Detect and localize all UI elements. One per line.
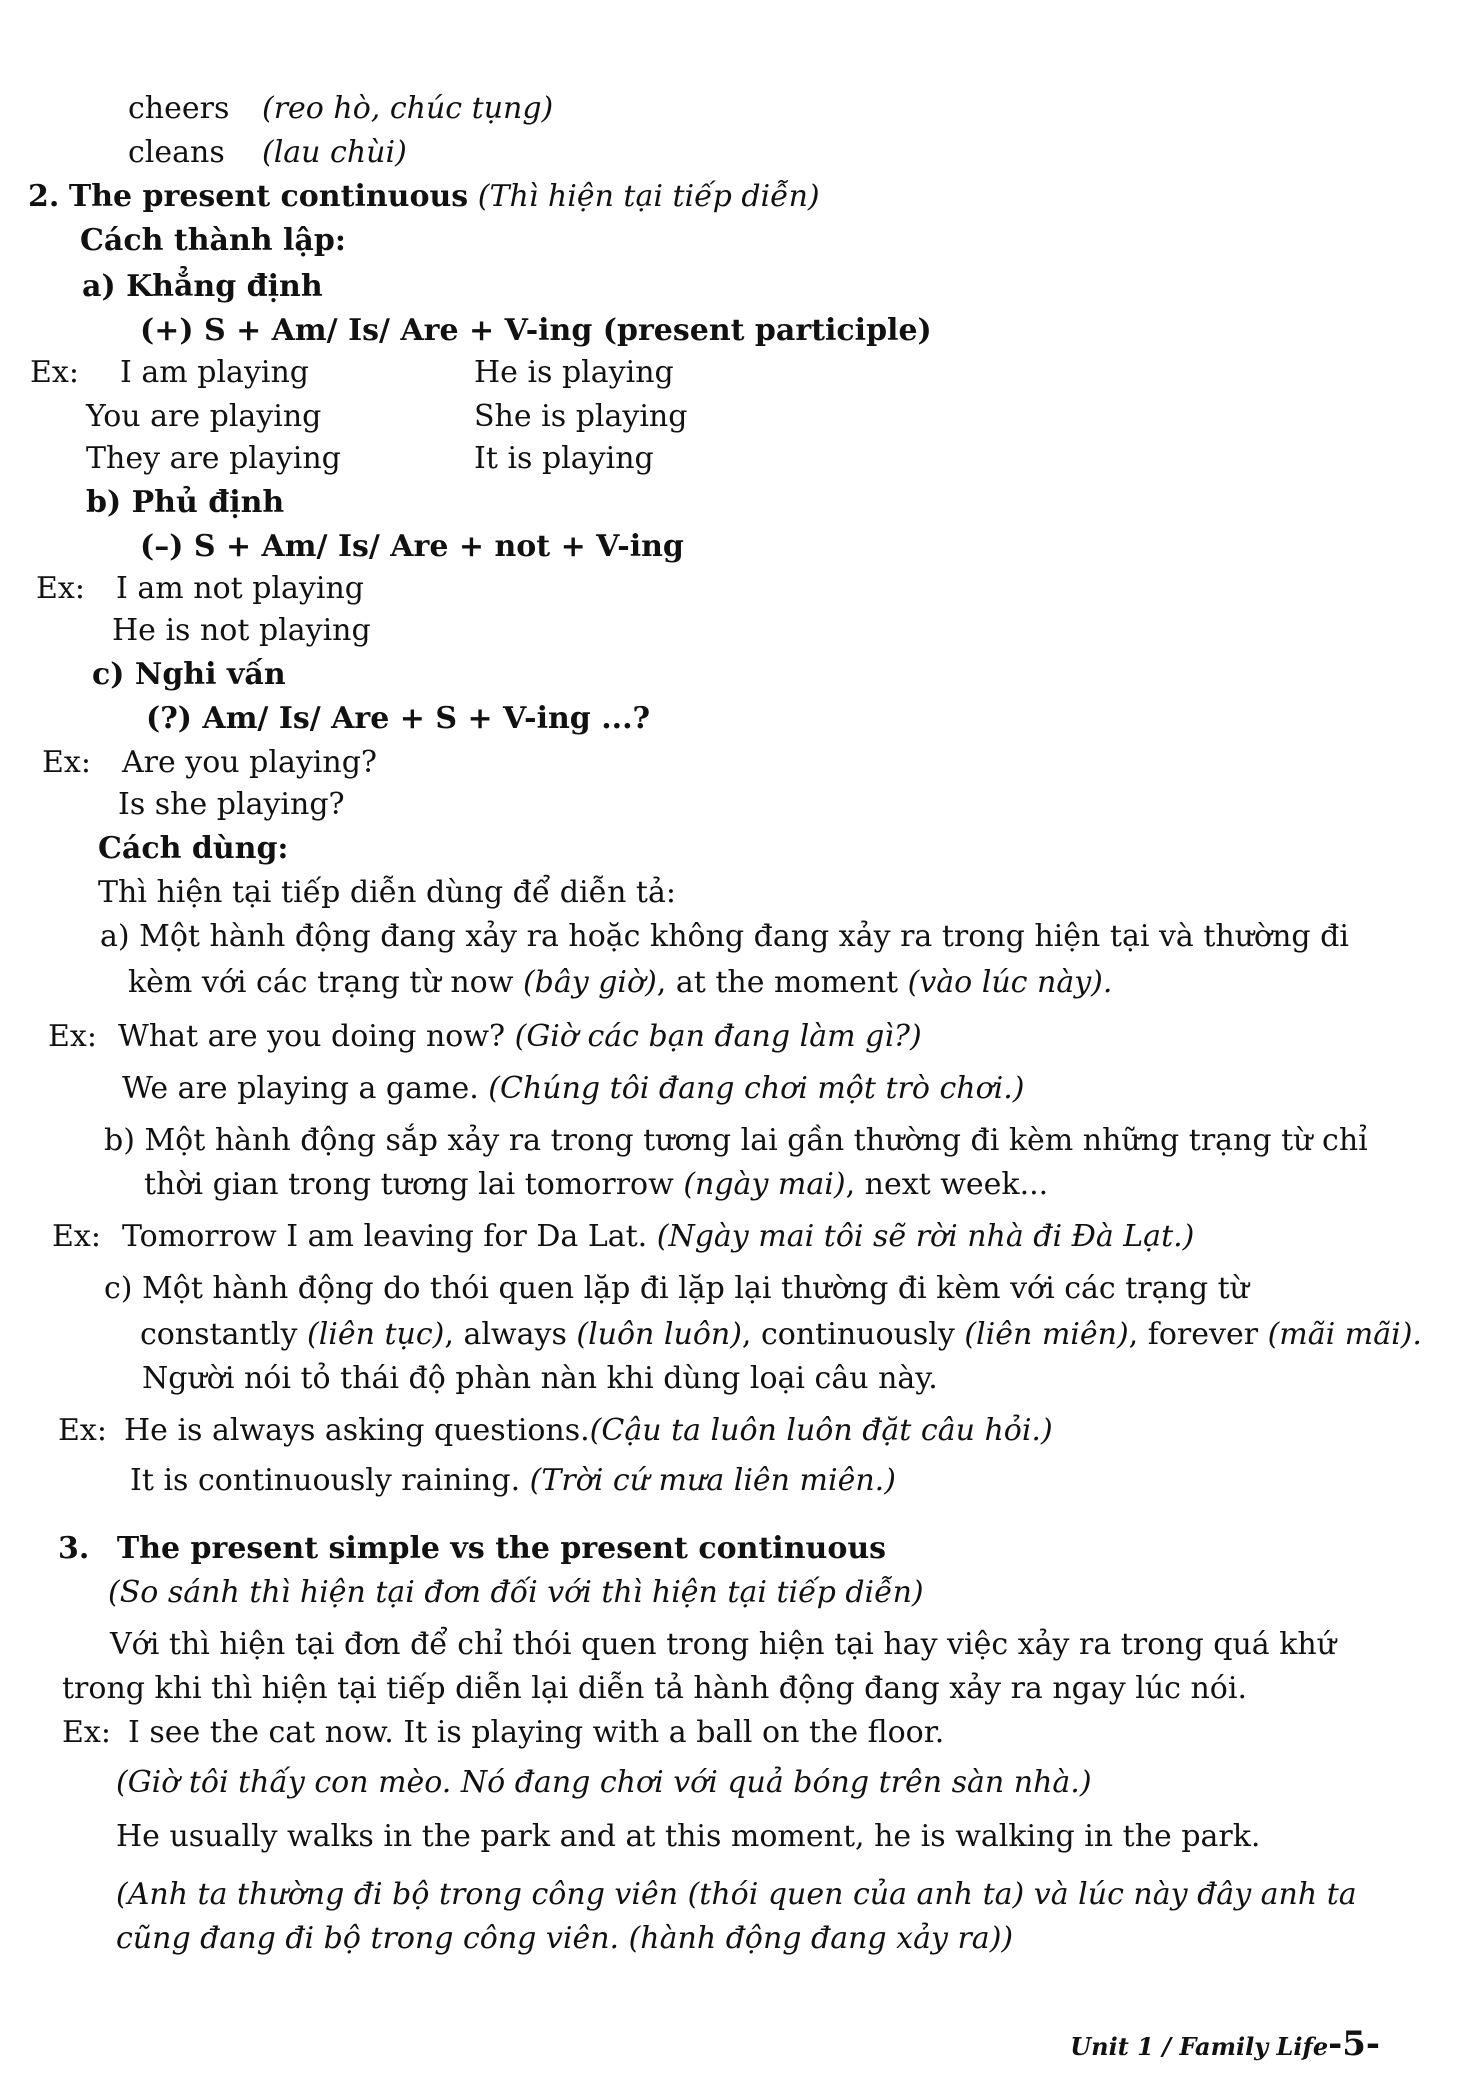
example-text: I see the cat now. It is playing with a ball on the floor.	[128, 1715, 945, 1750]
usage-c-line: constantly (liên tục), always (luôn luôn), continuously (liên miên), forever (mãi mãi).	[140, 1317, 1422, 1352]
example-text: You are playing	[86, 399, 322, 434]
example-translation: (Anh ta thường đi bộ trong công viên (thói quen của anh ta) và lúc này đây anh ta	[116, 1877, 1357, 1912]
example-text: I am playing	[120, 355, 310, 390]
example-label: Ex:	[52, 1219, 101, 1254]
usage-a-line: a) Một hành động đang xảy ra hoặc không đang xảy ra trong hiện tại và thường đi	[100, 919, 1349, 954]
vocab-word: cheers	[128, 91, 230, 126]
example-text: We are playing a game. (Chúng tôi đang chơi một trò chơi.)	[122, 1071, 1025, 1106]
example-label: Ex:	[30, 355, 79, 390]
section-number: 2.	[28, 179, 60, 214]
example-text: He usually walks in the park and at this moment, he is walking in the park.	[116, 1819, 1261, 1854]
example-text: Tomorrow I am leaving for Da Lat. (Ngày mai tôi sẽ rời nhà đi Đà Lạt.)	[122, 1219, 1195, 1254]
example-label: Ex:	[58, 1413, 107, 1448]
page-footer	[1070, 2024, 1380, 2064]
vocab-meaning: (reo hò, chúc tụng)	[262, 91, 554, 126]
example-text: They are playing	[86, 441, 341, 476]
example-text: It is playing	[474, 441, 654, 476]
paragraph-line: trong khi thì hiện tại tiếp diễn lại diễn tả hành động đang xảy ra ngay lúc nói.	[62, 1671, 1247, 1706]
example-translation: (Giờ tôi thấy con mèo. Nó đang chơi với quả bóng trên sàn nhà.)	[116, 1765, 1092, 1800]
negative-formula: (–) S + Am/ Is/ Are + not + V-ing	[140, 529, 684, 564]
question-heading: c) Nghi vấn	[92, 657, 286, 692]
vocab-meaning: (lau chùi)	[262, 135, 407, 170]
example-text: Is she playing?	[118, 787, 345, 822]
example-label: Ex:	[48, 1019, 97, 1054]
usage-heading: Cách dùng:	[98, 831, 289, 866]
question-formula: (?) Am/ Is/ Are + S + V-ing ...?	[146, 701, 651, 736]
section-number: 3.	[58, 1531, 90, 1566]
example-text: It is continuously raining. (Trời cứ mưa liên miên.)	[130, 1463, 896, 1498]
section-3-heading	[58, 1530, 886, 1568]
usage-a-line: kèm với các trạng từ now (bây giờ), at the moment (vào lúc này).	[128, 965, 1113, 1000]
section-title: The present simple vs the present continuous	[116, 1531, 887, 1566]
paragraph-line: Với thì hiện tại đơn để chỉ thói quen trong hiện tại hay việc xảy ra trong quá khứ	[110, 1627, 1337, 1662]
affirmative-formula: (+) S + Am/ Is/ Are + V-ing (present participle)	[140, 313, 932, 348]
example-text: I am not playing	[116, 571, 364, 606]
usage-b-line: thời gian trong tương lai tomorrow (ngày mai), next week...	[144, 1167, 1049, 1202]
usage-c-line: Người nói tỏ thái độ phàn nàn khi dùng loại câu này.	[142, 1361, 938, 1396]
example-label: Ex:	[62, 1715, 111, 1750]
section-2-heading	[28, 178, 820, 216]
section-title: The present continuous	[68, 179, 469, 214]
negative-heading: b) Phủ định	[86, 485, 285, 520]
example-text: He is not playing	[112, 613, 371, 648]
section-subtitle: (So sánh thì hiện tại đơn đối với thì hiện tại tiếp diễn)	[108, 1575, 924, 1610]
page-number: -5-	[1328, 2024, 1380, 2064]
usage-c-line: c) Một hành động do thói quen lặp đi lặp lại thường đi kèm với các trạng từ	[104, 1271, 1249, 1306]
example-translation: cũng đang đi bộ trong công viên. (hành động đang xảy ra))	[116, 1921, 1014, 1956]
usage-intro: Thì hiện tại tiếp diễn dùng để diễn tả:	[98, 875, 676, 910]
section-title-vi: (Thì hiện tại tiếp diễn)	[477, 179, 820, 214]
footer-unit: Unit 1 / Family Life	[1070, 2032, 1329, 2061]
example-text: What are you doing now? (Giờ các bạn đang làm gì?)	[118, 1019, 922, 1054]
example-text: He is always asking questions.(Cậu ta luôn luôn đặt câu hỏi.)	[124, 1413, 1053, 1448]
example-text: She is playing	[474, 399, 688, 434]
formation-heading: Cách thành lập:	[80, 223, 346, 258]
example-label: Ex:	[36, 571, 85, 606]
vocab-word: cleans	[128, 135, 225, 170]
example-label: Ex:	[42, 745, 91, 780]
affirmative-heading: a) Khẳng định	[82, 269, 323, 304]
example-text: He is playing	[474, 355, 674, 390]
example-text: Are you playing?	[122, 745, 377, 780]
usage-b-line: b) Một hành động sắp xảy ra trong tương lai gần thường đi kèm những trạng từ chỉ	[104, 1123, 1368, 1158]
